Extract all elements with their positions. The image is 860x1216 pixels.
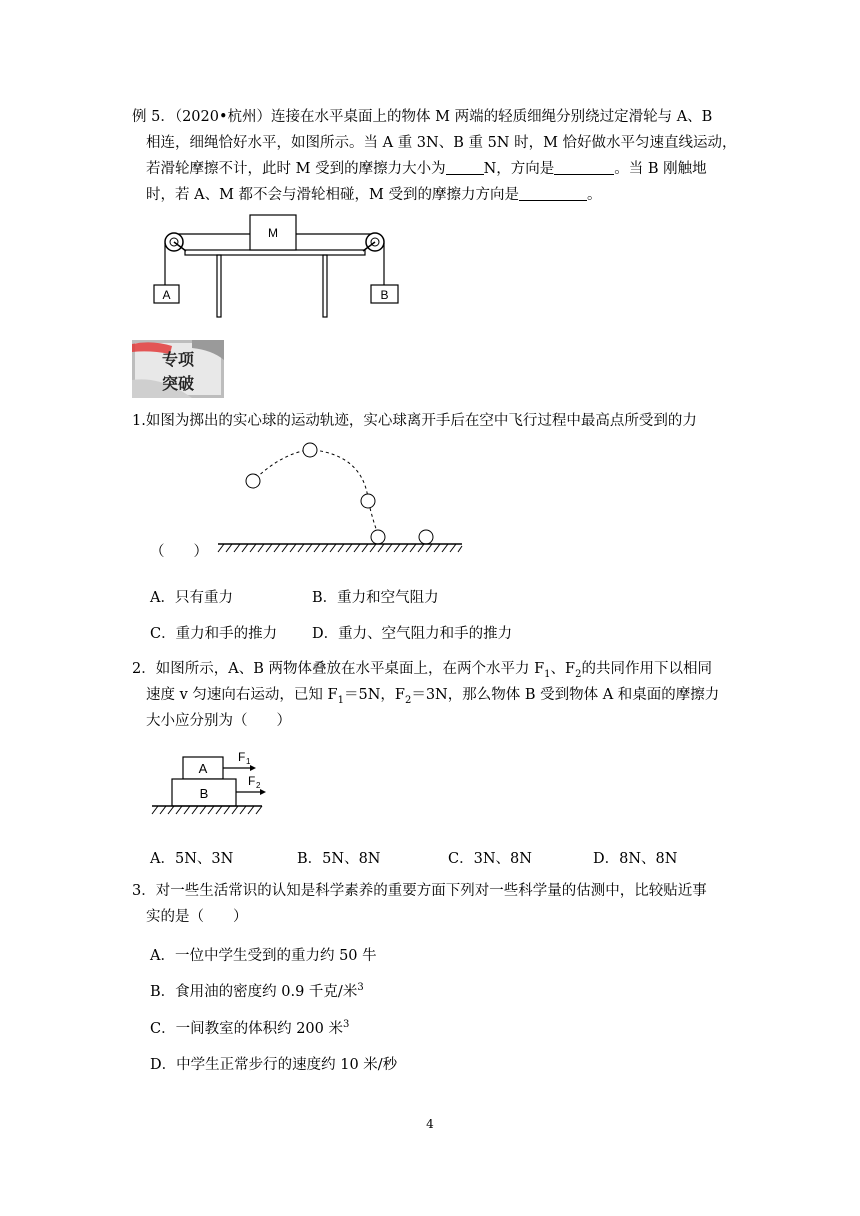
q2-line-2: 速度 v 匀速向右运动，已知 $F_1=5N$，$F_2=3N$，那么物体 B 受到物体 A 和桌面的摩擦力 [146, 687, 720, 706]
example-5-line-3: 若滑轮摩擦不计，此时 M 受到的摩擦力大小为 N，方向是 。当 B 刚触地 [146, 161, 707, 177]
q1-option-a[interactable]: A．只有重力 [150, 590, 233, 606]
q2-option-b[interactable]: B．5N、8N [297, 851, 381, 867]
q2-option-a[interactable]: A．5N、3N [150, 851, 234, 867]
q3-line-1: 3．对一些生活常识的认知是科学素养的重要方面下列对一些科学量的估测中，比较贴近事 [132, 883, 707, 899]
answer-blank-friction-direction-2[interactable] [519, 185, 587, 201]
ball-top [303, 443, 317, 457]
svg-text:A: A [198, 761, 208, 776]
ball-rest [419, 530, 433, 544]
svg-text:B: B [199, 786, 209, 801]
example-5 [132, 104, 737, 208]
question-3-stem [132, 878, 732, 930]
ball-landing [371, 530, 385, 544]
question-1-paren: （ ） [150, 544, 208, 560]
example-5-line-1: 例 5．（2020•杭州）连接在水平桌面上的物体 M 两端的轻质细绳分别绕过定滑轮与 A、B [132, 109, 713, 125]
badge-line-1: 专项 [161, 352, 195, 369]
question-2-stem [132, 656, 732, 734]
question-1-stem: 1.如图为掷出的实心球的运动轨迹，实心球离开手后在空中飞行过程中最高点所受到的力 [132, 413, 697, 429]
svg-text:F: F [248, 774, 256, 788]
ball-start [246, 474, 260, 488]
q1-option-d[interactable]: D．重力、空气阻力和手的推力 [312, 626, 513, 642]
svg-text:A: A [162, 288, 171, 302]
q3-option-a[interactable]: A．一位中学生受到的重力约 50 牛 [150, 948, 377, 964]
q1-option-c[interactable]: C．重力和手的推力 [150, 626, 278, 642]
svg-text:B: B [380, 288, 389, 302]
q3-line-2: 实的是（ ） [146, 909, 248, 925]
stacked-blocks-figure [150, 745, 270, 825]
q3-option-c[interactable]: C．一间教室的体积约 200 米$^3$ [150, 1019, 350, 1037]
q2-line-1: 2．如图所示，A、B 两物体叠放在水平桌面上，在两个水平力 $F_1$、$F_2$的共同作用下以相同 [132, 661, 712, 680]
svg-text:2: 2 [256, 781, 261, 790]
trajectory-figure [212, 440, 472, 555]
answer-blank-friction-size[interactable] [446, 159, 484, 175]
example-5-line-2: 相连，细绳恰好水平，如图所示。当 A 重 3N、B 重 5N 时，M 恰好做水平匀速直线运动， [146, 135, 737, 151]
example-5-line-4: 时，若 A、M 都不会与滑轮相碰，M 受到的摩擦力方向是 。 [146, 187, 602, 203]
q2-line-3: 大小应分别为（ ） [146, 713, 291, 729]
page-number: 4 [426, 1117, 434, 1131]
q2-option-d[interactable]: D．8N、8N [593, 851, 678, 867]
svg-text:F: F [238, 750, 246, 764]
q1-option-b[interactable]: B．重力和空气阻力 [312, 590, 439, 606]
ball-falling [361, 494, 375, 508]
section-badge [132, 340, 224, 398]
answer-blank-friction-direction[interactable] [554, 159, 614, 175]
pulley-table-figure [150, 205, 410, 325]
q3-option-d[interactable]: D．中学生正常步行的速度约 10 米/秒 [150, 1057, 398, 1073]
svg-text:1: 1 [246, 757, 251, 766]
q3-option-b[interactable]: B．食用油的密度约 0.9 千克/米$^3$ [150, 982, 364, 1000]
q2-option-c[interactable]: C．3N、8N [448, 851, 532, 867]
badge-line-2: 突破 [161, 376, 195, 393]
svg-text:M: M [268, 226, 278, 240]
